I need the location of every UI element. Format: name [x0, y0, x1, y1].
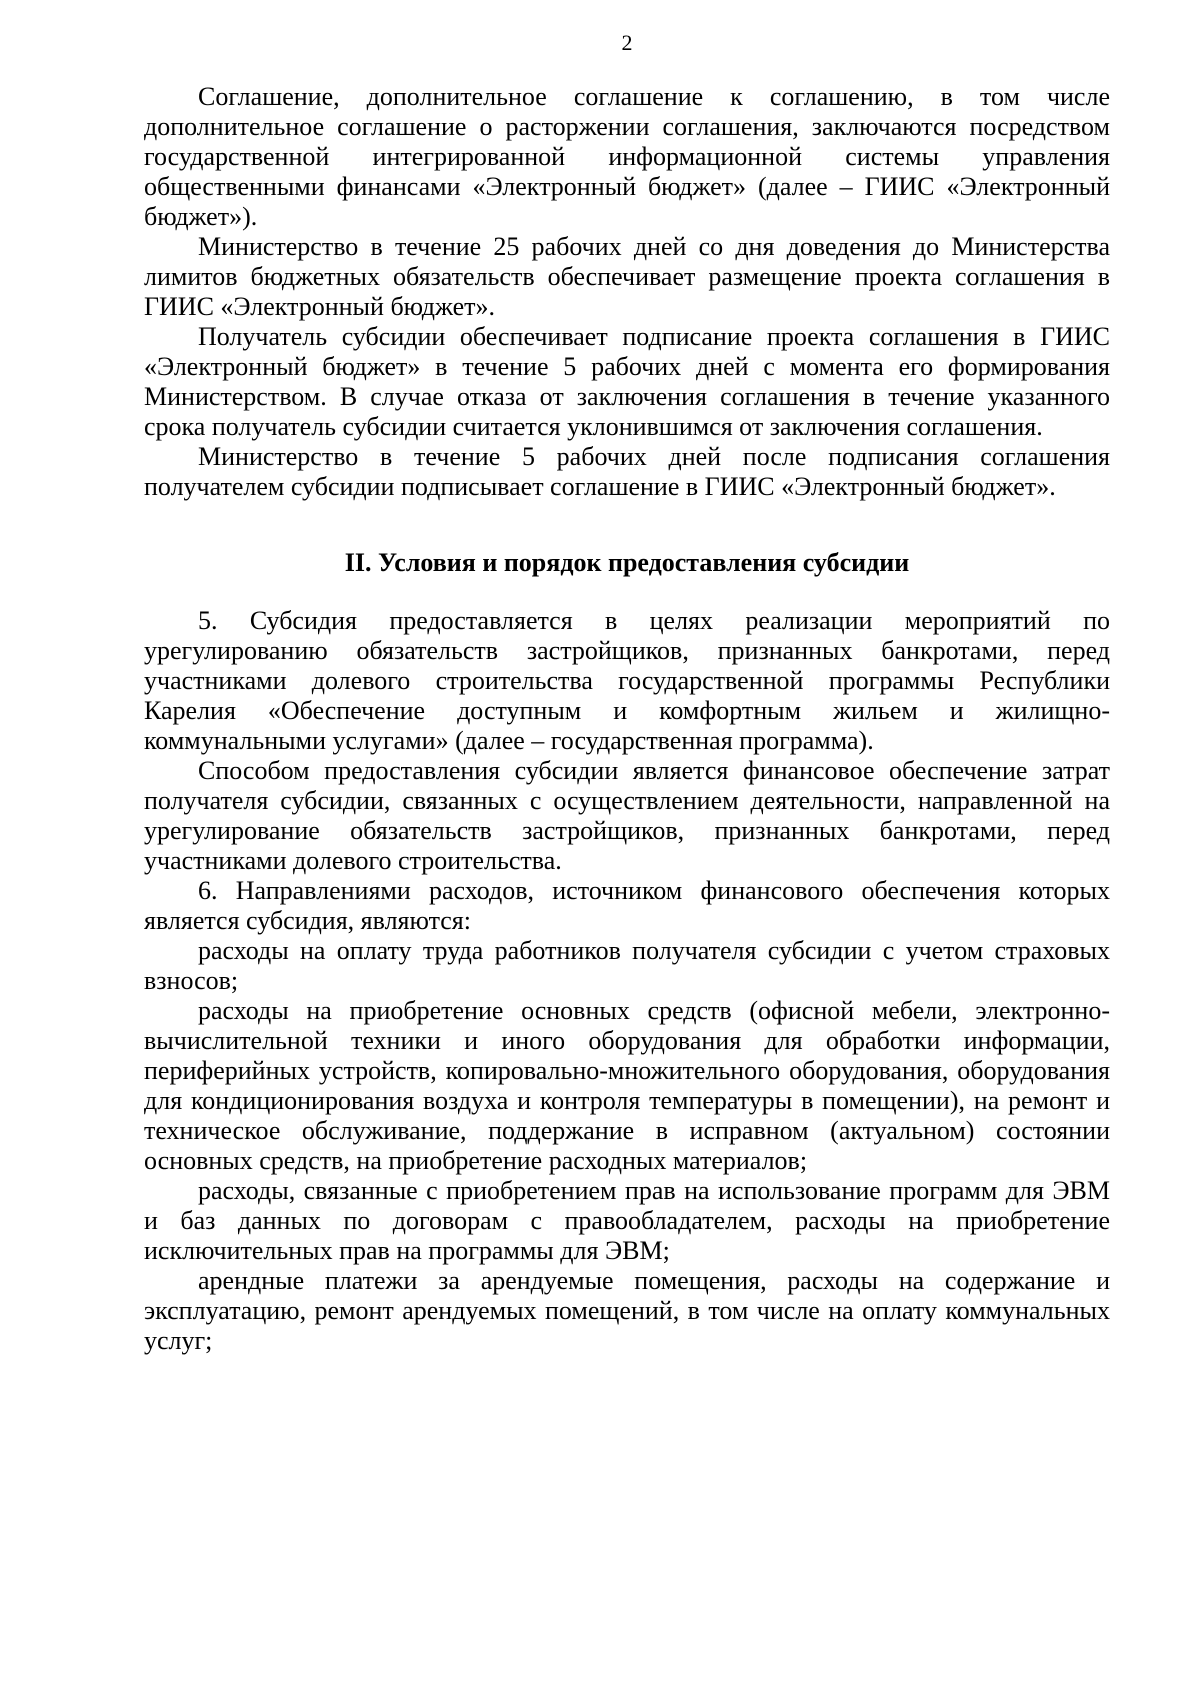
section-heading: II. Условия и порядок предоставления субсидии: [344, 548, 910, 577]
paragraph-labor-costs: расходы на оплату труда работников получателя субсидии с учетом страховых взносов;: [144, 936, 1110, 995]
paragraph-recipient-signing: Получатель субсидии обеспечивает подписание проекта соглашения в ГИИС «Электронный бюджет» в течение 5 рабочих дней с момента его формирования Министерством. В случае отказа от заключения соглашения в течение указанного срока получатель субсидии считается уклонившимся от заключения соглашения.: [144, 322, 1110, 441]
paragraph-method: Способом предоставления субсидии является финансовое обеспечение затрат получателя субсидии, связанных с осуществлением деятельности, направленной на урегулирование обязательств застройщиков, признанных банкротами, перед участниками долевого строительства.: [144, 756, 1110, 875]
paragraph-fixed-assets: расходы на приобретение основных средств (офисной мебели, электронно-вычислительной техники и иного оборудования для обработки информации, периферийных устройств, копировально-множительного оборудования, оборудования для кондиционирования воздуха и контроля температуры в помещении), на ремонт и техническое обслуживание, поддержание в исправном (актуальном) состоянии основных средств, на приобретение расходных материалов;: [144, 996, 1110, 1175]
page-number: 2: [621, 30, 633, 55]
paragraph-ministry-placement: Министерство в течение 25 рабочих дней со дня доведения до Министерства лимитов бюджетных обязательств обеспечивает размещение проекта соглашения в ГИИС «Электронный бюджет».: [144, 232, 1110, 321]
paragraph-ministry-signing: Министерство в течение 5 рабочих дней после подписания соглашения получателем субсидии подписывает соглашение в ГИИС «Электронный бюджет».: [144, 442, 1110, 501]
paragraph-software-rights: расходы, связанные с приобретением прав на использование программ для ЭВМ и баз данных по договорам с правообладателем, расходы на приобретение исключительных прав на программы для ЭВМ;: [144, 1176, 1110, 1265]
paragraph-agreement-system: Соглашение, дополнительное соглашение к соглашению, в том числе дополнительное соглашение о расторжении соглашения, заключаются посредством государственной интегрированной информационной системы управления общественными финансами «Электронный бюджет» (далее – ГИИС «Электронный бюджет»).: [144, 82, 1110, 231]
paragraph-rent: арендные платежи за арендуемые помещения, расходы на содержание и эксплуатацию, ремонт арендуемых помещений, в том числе на оплату коммунальных услуг;: [144, 1266, 1110, 1355]
document-page: [144, 30, 1110, 1356]
paragraph-item-6: 6. Направлениями расходов, источником финансового обеспечения которых является субсидия, являются:: [144, 876, 1110, 935]
paragraph-item-5: 5. Субсидия предоставляется в целях реализации мероприятий по урегулированию обязательств застройщиков, признанных банкротами, перед участниками долевого строительства государственной программы Республики Карелия «Обеспечение доступным и комфортным жильем и жилищно-коммунальными услугами» (далее – государственная программа).: [144, 606, 1110, 755]
